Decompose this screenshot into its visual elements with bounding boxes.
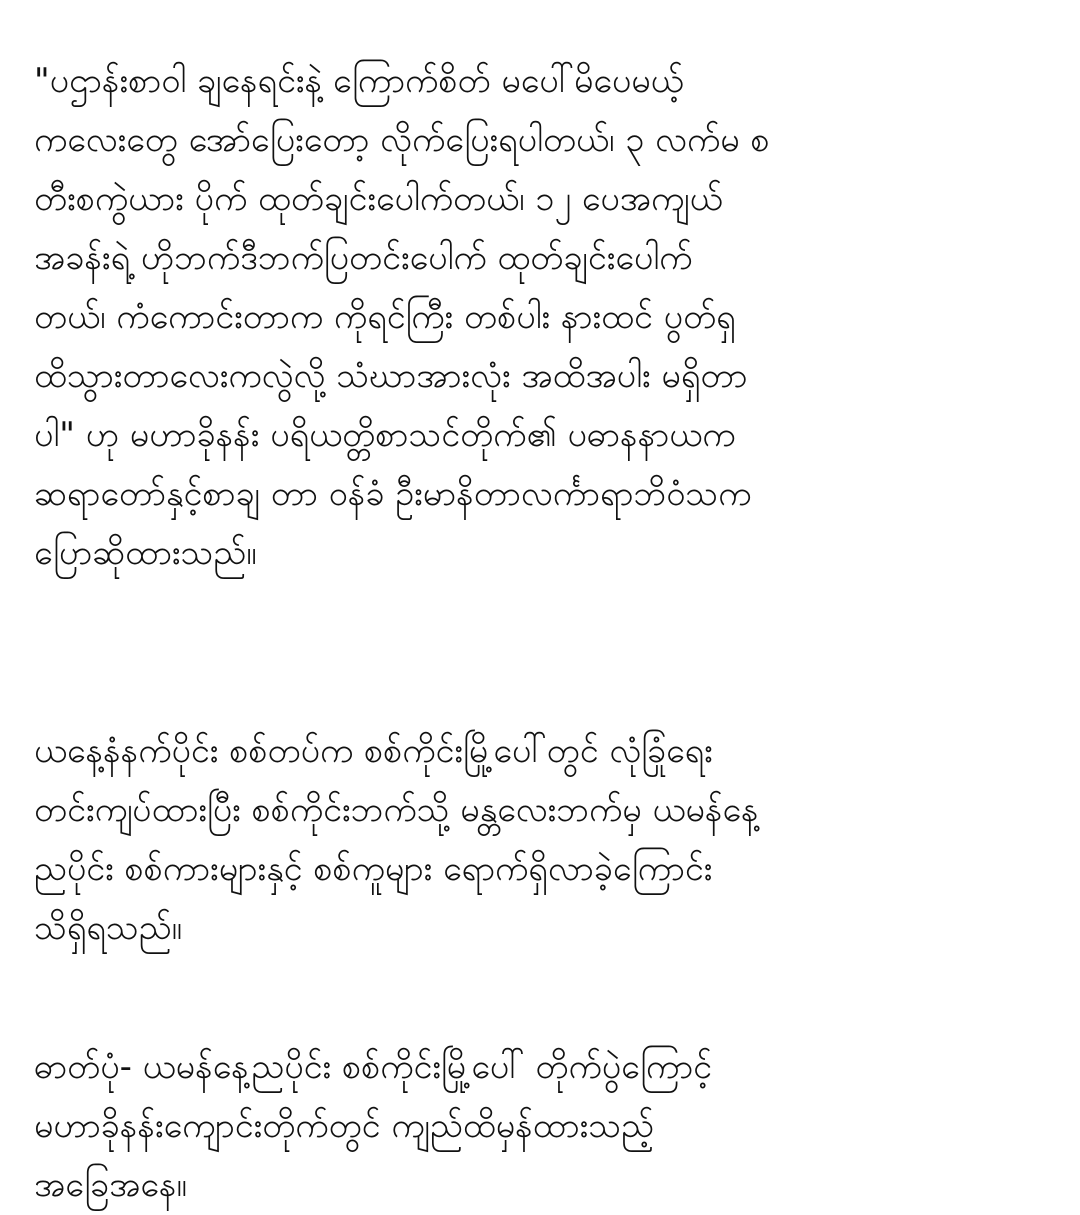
article-paragraph-quote: "ပဌာန်းစာဝါ ချနေရင်းနဲ့ ကြောက်စိတ် မပေါ်မိပေမယ့် ကလေးတွေ အော်ပြေးတော့ လိုက်ပြေးရပါတယ်၊ ၃ လက်မ စ တီးစကွဲယား ပိုက် ထုတ်ချင်းပေါက်တယ်၊ ၁၂ ပေအကျယ် အခန်းရဲ့ ဟိုဘက်ဒီဘက်ပြတင်းပေါက် ထုတ်ချင်းပေါက် တယ်၊ ကံကောင်းတာက ကိုရင်ကြီး တစ်ပါး နားထင် ပွတ်ရှ ထိသွားတာလေးကလွဲလို့ သံဃာအားလုံး အထိအပါး မရှိတာ ပါ" ဟု မဟာခိုနန်း ပရိယတ္တိစာသင်တိုက်၏ ပဓာနနာယက ဆရာတော်နှင့်စာချ တာ ဝန်ခံ ဦးမာနိတာလင်္ကာရာဘိဝံသက ပြောဆိုထားသည်။	[34, 61, 770, 573]
article-paragraph-photo-caption: ဓာတ်ပုံ- ယမန်နေ့ညပိုင်း စစ်ကိုင်းမြို့ပေါ် တိုက်ပွဲကြောင့် မဟာခိုနန်းကျောင်းတိုက်တွင် ကျည်ထိမှန်ထားသည့် အခြေအနေ။	[34, 1047, 713, 1205]
article-paragraph-security: ယနေ့နံနက်ပိုင်း စစ်တပ်က စစ်ကိုင်းမြို့ပေါ်တွင် လုံခြုံရေး တင်းကျပ်ထားပြီး စစ်ကိုင်းဘက်သို့ မန္တလေးဘက်မှ ယမန်နေ့ ညပိုင်း စစ်ကားများနှင့် စစ်ကူများ ရောက်ရှိလာခဲ့ကြောင်း သိရှိရသည်။	[34, 731, 759, 948]
